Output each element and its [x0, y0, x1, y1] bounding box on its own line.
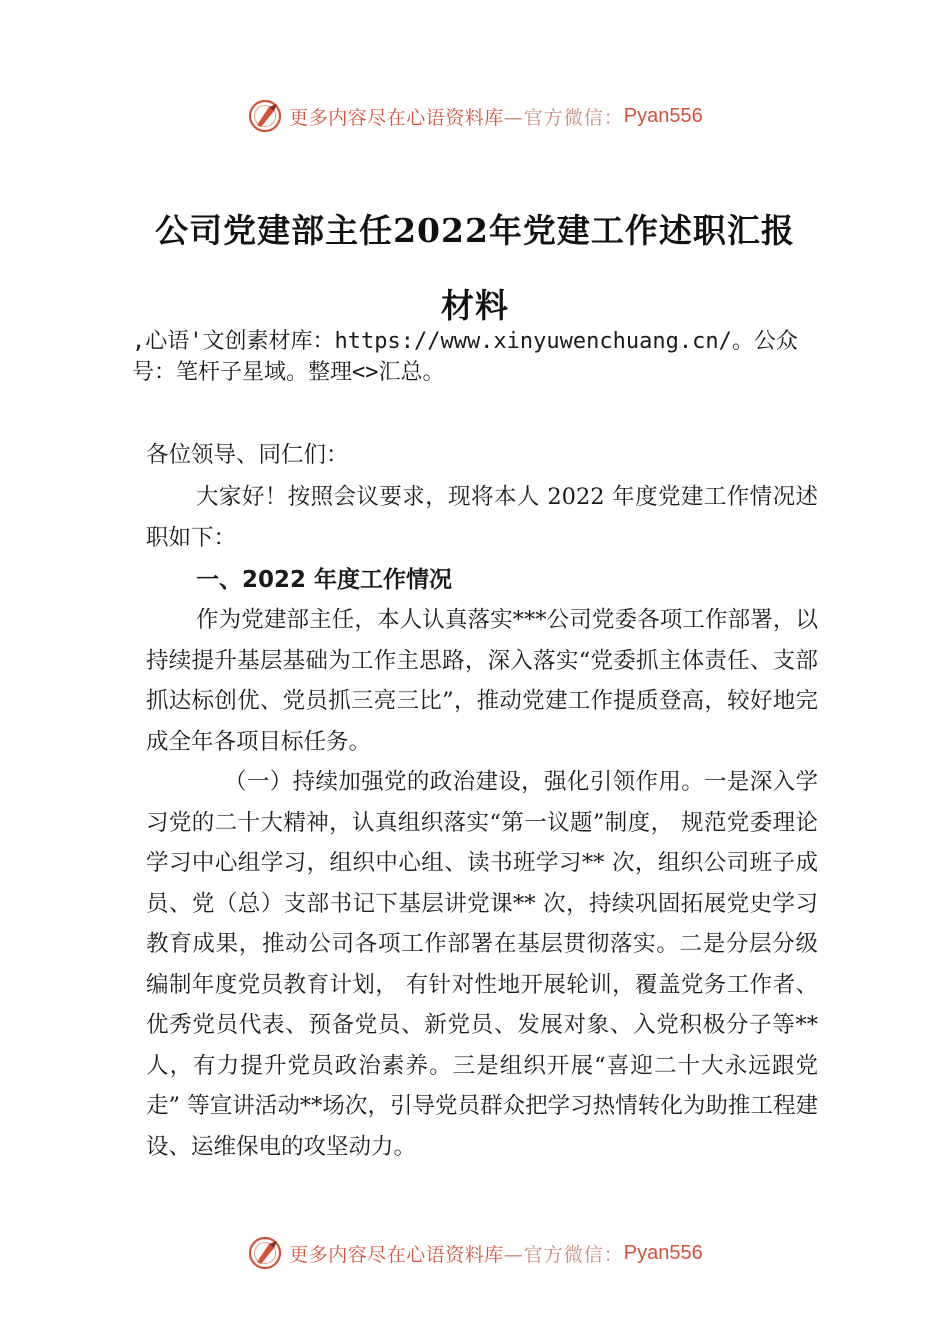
intro-paragraph	[146, 477, 818, 558]
pen-nib-logo-icon	[247, 1235, 283, 1271]
pen-nib-logo-icon	[247, 98, 283, 134]
document-title-line-2: 材料	[441, 286, 509, 325]
section1-paragraph-1-text: 作为党建部主任，本人认真落实***公司党委各项工作部署，以持续提升基层基础为工作主思路，深入落实“党委抓主体责任、支部抓达标创优、党员抓三亮三比”，推动党建工作提质登高，较好地完成全年各项目标任务。	[146, 607, 818, 755]
watermark-banner-top	[0, 96, 950, 136]
wechat-id: Pyan556	[623, 104, 703, 127]
document-title-line-1: 公司党建部主任2022年党建工作述职汇报	[155, 211, 795, 250]
watermark-separator: —官方微信：	[503, 1243, 624, 1266]
section1-paragraph-2-text: （一）持续加强党的政治建设，强化引领作用。一是深入学习党的二十大精神，认真组织落实“第一议题”制度， 规范党委理论学习中心组学习，组织中心组、读书班学习** 次，组织公司班子成员、党（总）支部书记下基层讲党课** 次，持续巩固拓展党史学习教育成果，推动公司各项工作部署在基层贯彻落实。二是分层分级编制年度党员教育计划， 有针对性地开展轮训，覆盖党务工作者、优秀党员代表、预备党员、新党员、发展对象、入党积极分子等**人，有力提升党员政治素养。三是组织开展“喜迎二十大永远跟党走” 等宣讲活动**场次，引导党员群众把学习热情转化为助推工程建设、运维保电的攻坚动力。	[146, 769, 818, 1160]
section1-paragraph-2	[146, 762, 818, 1167]
intro-text: 大家好！按照会议要求，现将本人 2022 年度党建工作情况述职如下：	[146, 484, 818, 551]
watermark-separator: —官方微信：	[503, 106, 624, 129]
watermark-text: 更多内容尽在心语资料库	[289, 106, 504, 129]
watermark-text: 更多内容尽在心语资料库	[289, 1243, 504, 1266]
section-heading-1: 一、2022 年度工作情况	[196, 567, 453, 593]
greeting: 各位领导、同仁们：	[146, 442, 349, 468]
wechat-id: Pyan556	[623, 1241, 703, 1264]
source-note: ,心语'文创素材库：https://www.xinyuwenchuang.cn/。公众号：笔杆子星域。整理<>汇总。	[132, 329, 798, 385]
section1-paragraph-1	[146, 600, 818, 762]
watermark-banner-bottom	[0, 1233, 950, 1273]
